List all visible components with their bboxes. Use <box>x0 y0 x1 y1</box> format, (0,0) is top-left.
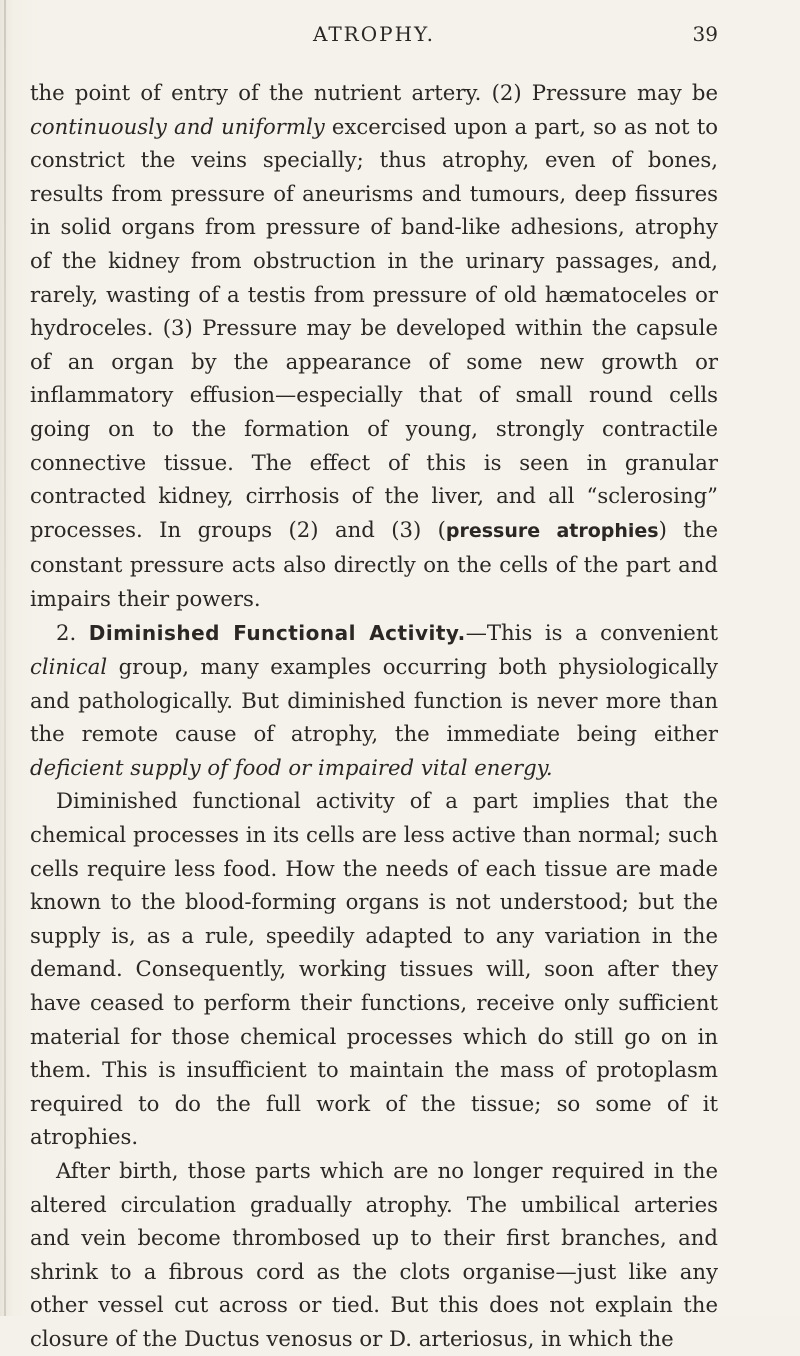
page-header <box>30 22 718 52</box>
paragraph-pressure <box>30 76 718 616</box>
page-number: 39 <box>692 22 718 46</box>
italic-run: continuously and uniformly <box>30 113 325 139</box>
text-run: ) the constant pressure acts also directly on the cells of the part and impairs their powers. <box>30 516 718 611</box>
italic-run: clinical <box>30 654 108 680</box>
body-text <box>30 76 718 1356</box>
paragraph-after-birth: After birth, those parts which are no longer required in the altered circulation gradually atrophy. The umbilical arteries and vein become thrombosed up to their first branches, and shrink to a fibrous cord as the clots organise—just like any other vessel cut across or tied. But this does not explain the closure of the Ductus venosus or D. arteriosus, in which the <box>30 1158 718 1351</box>
bold-term: pressure atrophies <box>445 519 659 542</box>
text-run: —This is a convenient <box>465 619 718 645</box>
section-heading: Diminished Functional Activity. <box>88 620 466 645</box>
italic-run: deficient supply of food or impaired vital energy. <box>30 754 553 780</box>
section-number: 2. <box>56 619 89 645</box>
text-run: the point of entry of the nutrient artery. (2) Pressure may be <box>30 80 718 105</box>
running-head: ATROPHY. <box>312 22 436 46</box>
text-run: excercised upon a part, so as not to constrict the veins specially; thus atrophy, even of bones, results from pressure of aneurisms and tumours, deep fissures in solid organs from pressure of band-like adhesions, atrophy of the kidney from obstruction in the urinary passages, and, rarely, wasting of a testis from pressure of old hæmatoceles or hydroceles. (3) Pressure may be developed within the capsule of an organ by the appearance of some new growth or inflammatory effusion—especially that of small round cells going on to the formation of young, strongly contractile connective tissue. The effect of this is seen in granular contracted kidney, cirrhosis of the liver, and all “sclerosing” processes. In groups (2) and (3) ( <box>30 113 718 542</box>
text-run: group, many examples occurring both physiologically and pathologically. But diminished function is never more than the remote cause of atrophy, the immediate being either <box>30 654 718 747</box>
paragraph-chemical-processes: Diminished functional activity of a part implies that the chemical processes in its cells are less active than normal; such cells require less food. How the needs of each tissue are made known to the blood-forming organs is not understood; but the supply is, as a rule, speedily adapted to any variation in the demand. Consequently, working tissues will, soon after they have ceased to perform their functions, receive only sufficient material for those chemical processes which do still go on in them. This is insufficient to maintain the mass of protoplasm required to do the full work of the tissue; so some of it atrophies. <box>30 788 718 1150</box>
page-gutter <box>4 0 6 1316</box>
paragraph-diminished-activity <box>30 616 718 785</box>
